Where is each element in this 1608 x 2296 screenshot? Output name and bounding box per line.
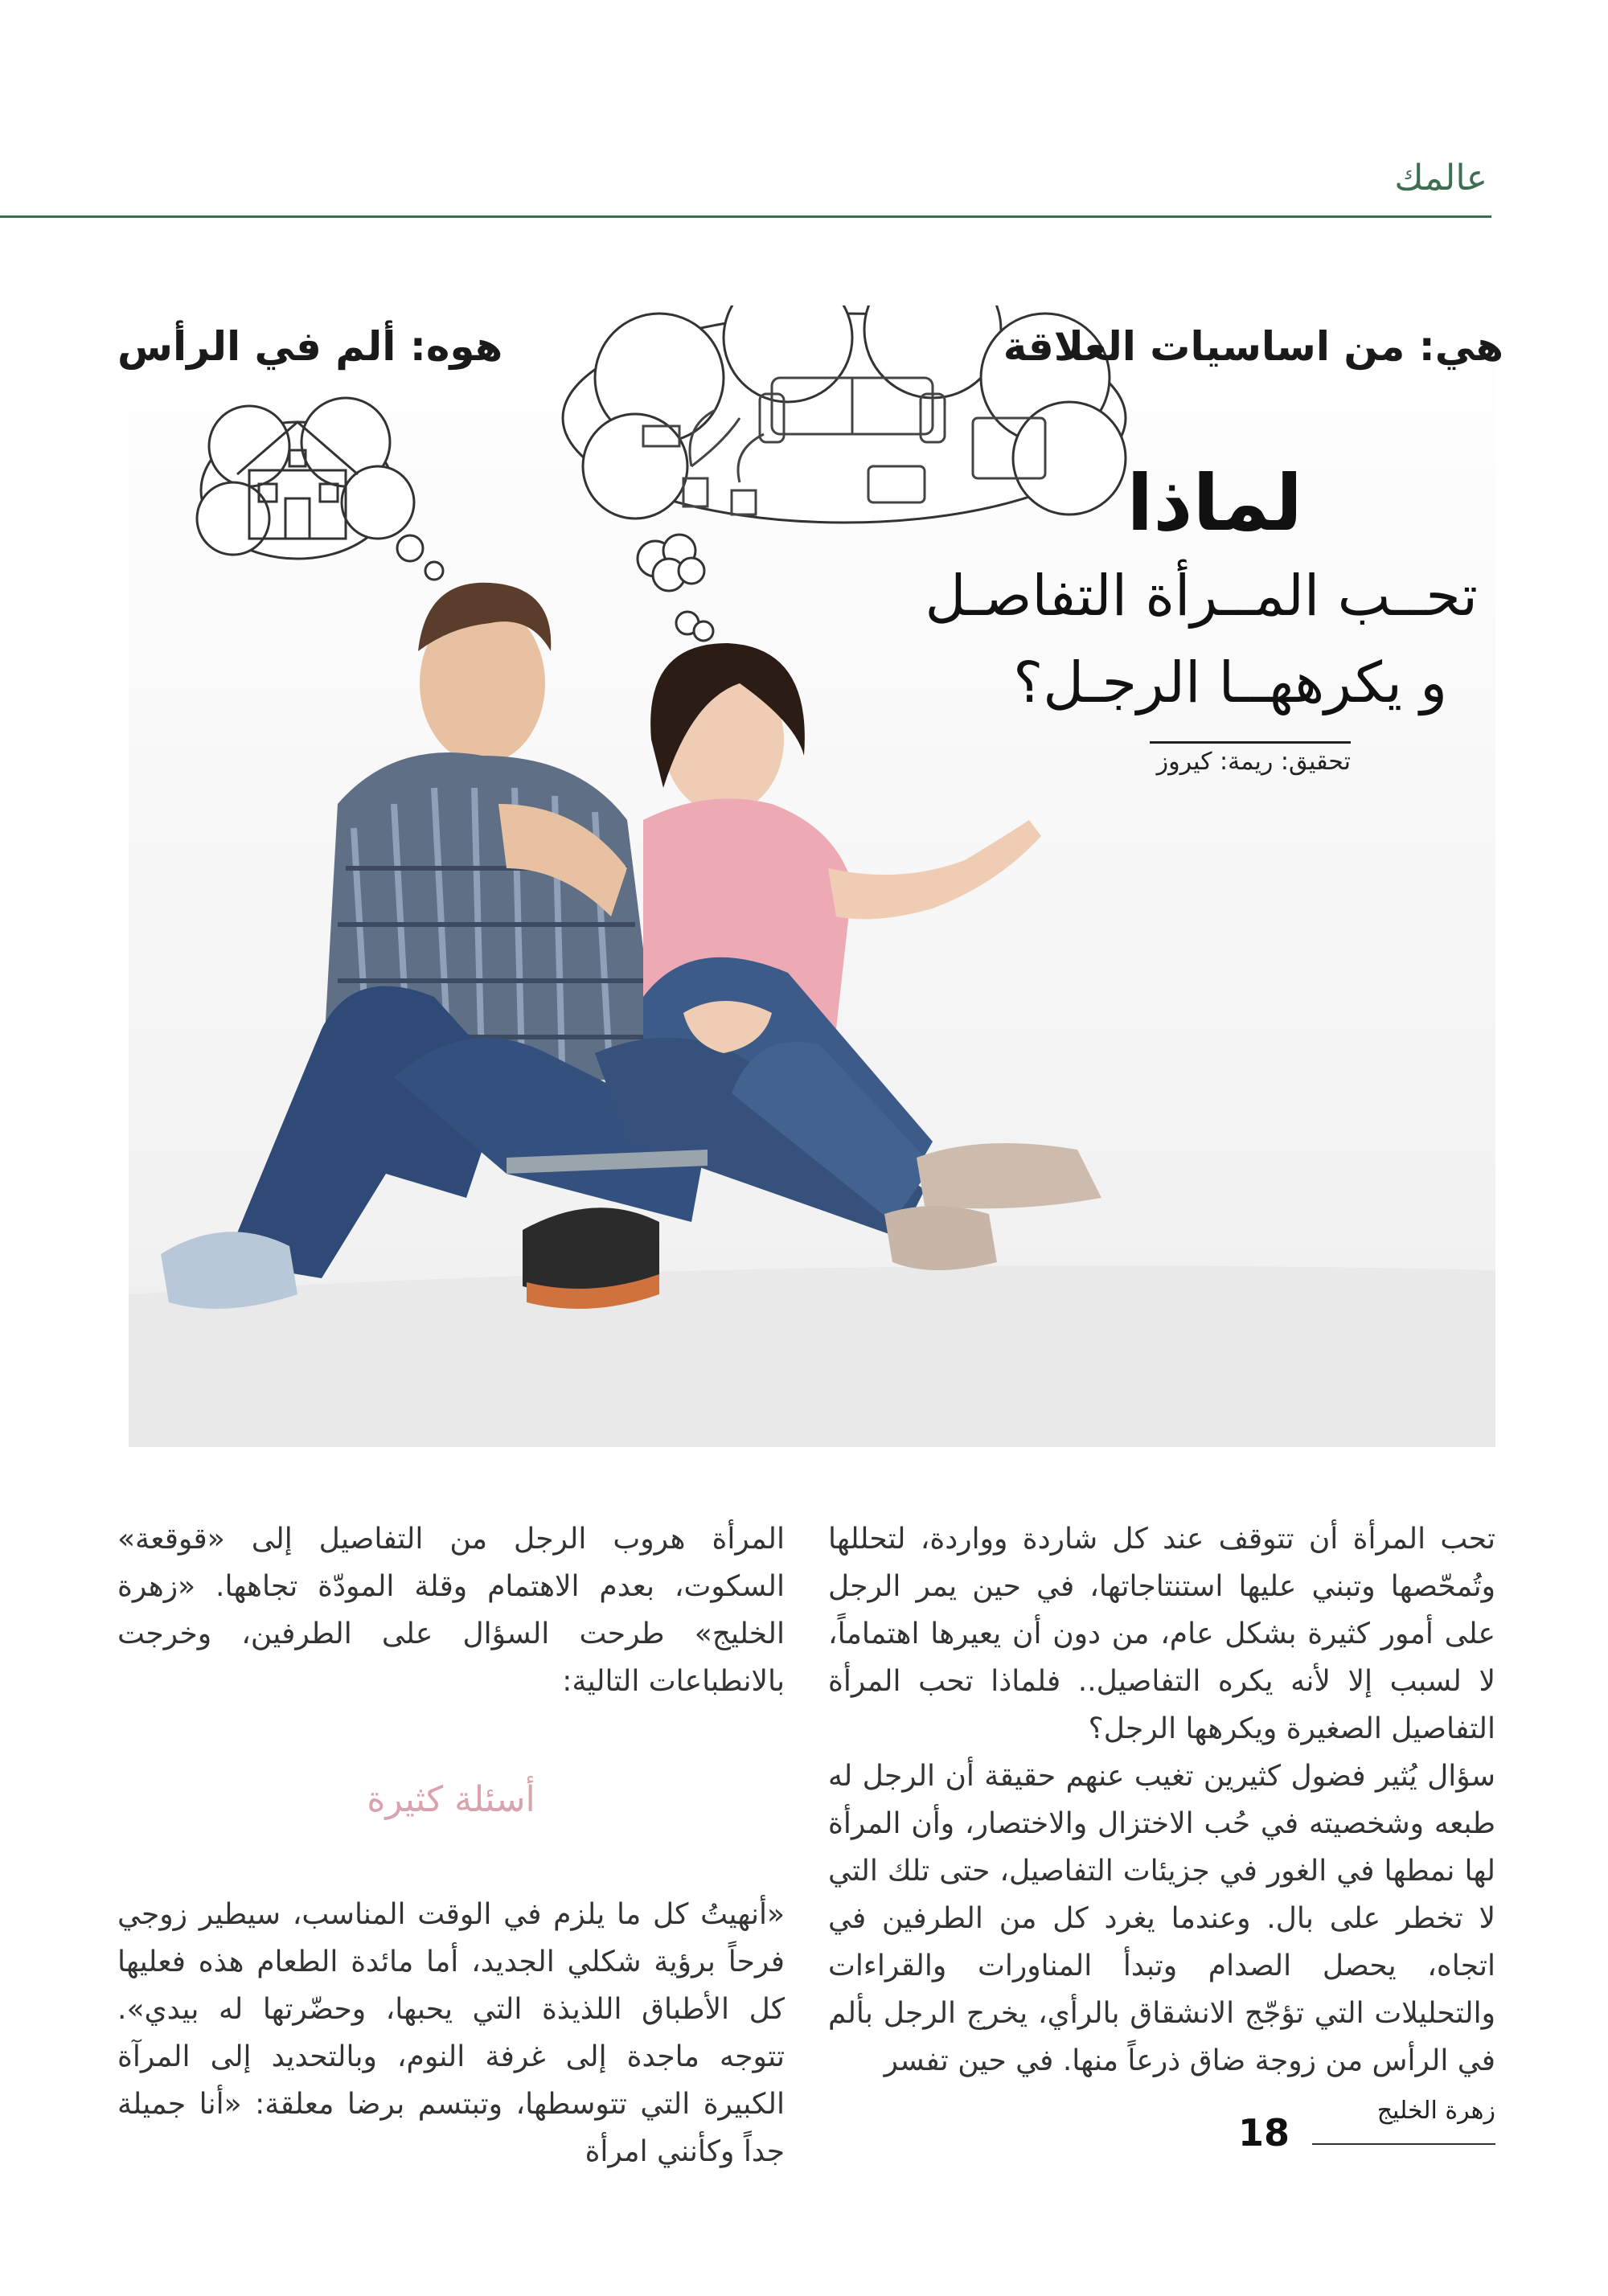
article-column-left — [117, 1515, 785, 2175]
him-subhead: هوه: ألم في الرأس — [117, 323, 503, 370]
article-title-main: لماذا — [1126, 458, 1302, 548]
footer-divider — [1312, 2143, 1495, 2145]
section-label: عالمك — [1394, 158, 1487, 199]
paragraph: تحب المرأة أن تتوقف عند كل شاردة وواردة، لتحللها وتُمحّصها وتبني عليها استنتاجاتها، في حين يمر الرجل على أمور كثيرة بشكل عام، من دون أن يعيرها اهتماماً، لا لسبب إلا لأنه يكره التفاصيل.. فلماذا تحب المرأة التفاصيل الصغيرة ويكرهها الرجل؟ — [828, 1523, 1495, 1745]
section-subheading: أسئلة كثيرة — [367, 1779, 535, 1820]
header-divider — [0, 215, 1491, 218]
magazine-name: زهرة الخليج — [1376, 2097, 1495, 2125]
article-title-line-2: و يكرههــا الرجـل؟ — [1013, 650, 1447, 715]
paragraph: سؤال يُثير فضول كثيرين تغيب عنهم حقيقة أن الرجل له طبعه وشخصيته في حُب الاختزال والاختصار، وأن المرأة لها نمطها في الغور في جزيئات التفاصيل، حتى تلك التي لا تخطر على بال. وعندما يغرد كل من الطرفين في اتجاه، يحصل الصدام وتبدأ المناورات والقراءات والتحليلات التي تؤجّج الانشقاق بالرأي، يخرج الرجل بألم في الرأس من زوجة ضاق ذرعاً منها. في حين تفسر — [828, 1760, 1495, 2077]
paragraph: المرأة هروب الرجل من التفاصيل إلى «قوقعة» السكوت، بعدم الاهتمام وقلة المودّة تجاهها. «زهرة الخليج» طرحت السؤال على الطرفين، وخرجت بالانطباعات التالية: — [117, 1523, 785, 1698]
byline: تحقيق: ريمة: كيروز — [1156, 748, 1351, 776]
article-title-line-1: تحــب المــرأة التفاصـل — [925, 563, 1478, 629]
page-number: 18 — [1238, 2111, 1290, 2155]
paragraph: «أنهيتُ كل ما يلزم في الوقت المناسب، سيطير زوجي فرحاً برؤية شكلي الجديد، أما مائدة الطعام هذه فعليها كل الأطباق اللذيذة التي يحبها، وحضّرتها له بيدي». تتوجه ماجدة إلى غرفة النوم، وبالتحديد إلى المرآة الكبيرة التي تتوسطها، وتبتسم برضا معلقة: «أنا جميلة جداً وكأنني امرأة — [117, 1898, 785, 2168]
her-subhead: هي: من اساسيات العلاقة — [1003, 323, 1503, 370]
article-column-right — [828, 1515, 1495, 2085]
house-thought-bubble — [197, 398, 414, 559]
byline-divider — [1150, 741, 1351, 744]
